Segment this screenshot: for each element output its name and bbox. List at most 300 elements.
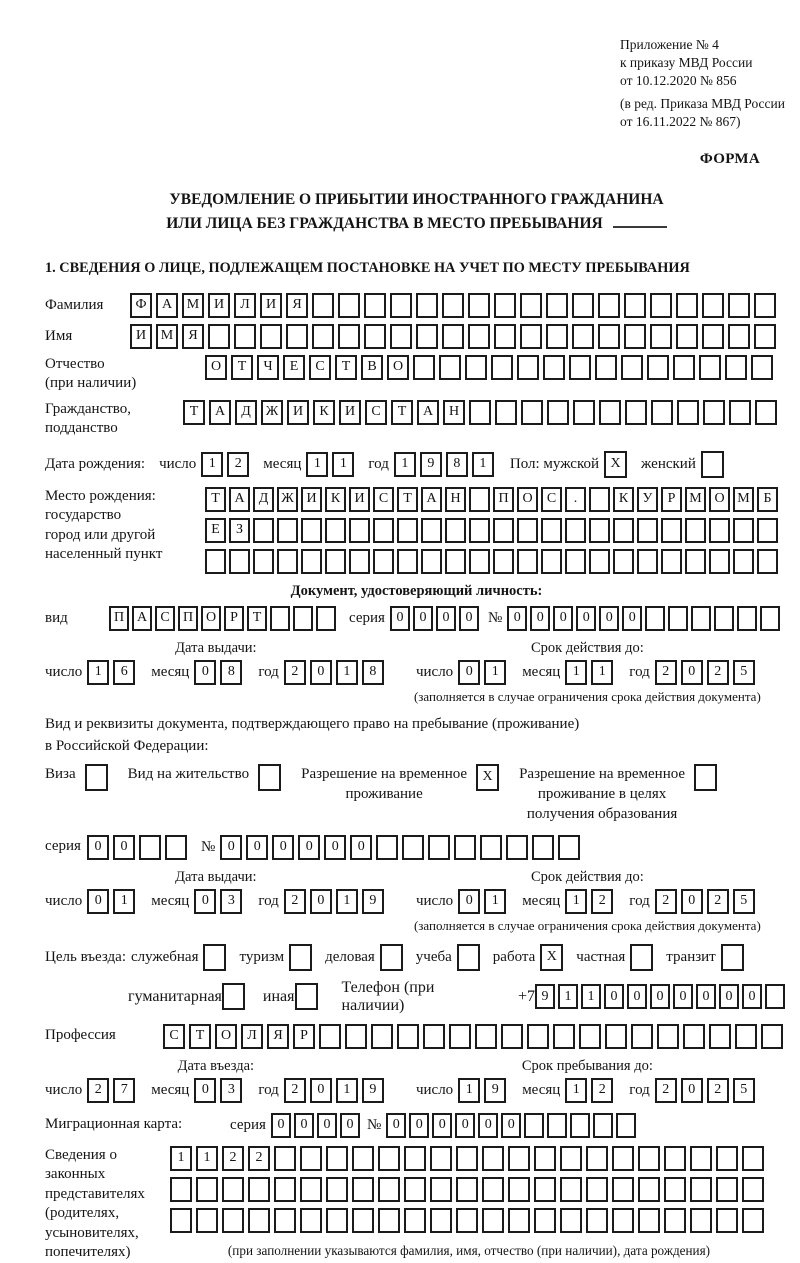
char-box: 1 <box>565 660 587 685</box>
char-box <box>572 293 594 318</box>
permit-education: Разрешение на временное проживание в целях получения образования <box>519 764 721 825</box>
char-box <box>301 518 322 543</box>
char-box <box>560 1146 582 1171</box>
patronymic-boxes <box>205 355 777 380</box>
char-box: Ч <box>257 355 279 380</box>
char-box <box>690 1208 712 1233</box>
entry-stay-dates <box>45 1058 788 1103</box>
citizenship-boxes <box>183 400 781 425</box>
purpose-other-label: иная <box>262 987 295 1005</box>
char-box: 0 <box>340 1113 360 1138</box>
char-box: 0 <box>681 660 703 685</box>
char-box <box>253 518 274 543</box>
char-box <box>676 293 698 318</box>
field-profession <box>45 1024 788 1049</box>
char-box: Т <box>205 487 226 512</box>
char-box: 8 <box>446 452 468 477</box>
char-box <box>664 1146 686 1171</box>
char-box: К <box>613 487 634 512</box>
char-box <box>521 400 543 425</box>
char-box <box>508 1146 530 1171</box>
char-box: 0 <box>350 835 372 860</box>
char-box <box>728 324 750 349</box>
char-box: 0 <box>599 606 619 631</box>
char-box: 1 <box>336 660 358 685</box>
char-box <box>439 355 461 380</box>
char-box: 1 <box>484 889 506 914</box>
phone-label: Телефон (при наличии) <box>341 978 435 1014</box>
char-box <box>170 1177 192 1202</box>
sex-male-checkbox <box>604 451 631 478</box>
identity-series-label: серия <box>349 609 385 626</box>
char-box: 1 <box>201 452 223 477</box>
char-box <box>402 835 424 860</box>
char-box <box>482 1146 504 1171</box>
char-box: 0 <box>294 1113 314 1138</box>
char-box: М <box>733 487 754 512</box>
annex-header <box>620 36 788 131</box>
residence-expiry-year-boxes <box>655 889 759 914</box>
char-box <box>541 549 562 574</box>
char-box: О <box>387 355 409 380</box>
residence-series-label: серия <box>45 838 81 855</box>
char-box: 2 <box>284 889 306 914</box>
char-box <box>445 518 466 543</box>
char-box: 0 <box>317 1113 337 1138</box>
char-box <box>541 518 562 543</box>
char-box <box>598 293 620 318</box>
char-box <box>301 549 322 574</box>
purpose-other-checkbox <box>295 983 322 1010</box>
char-box <box>468 324 490 349</box>
char-box: 0 <box>627 984 647 1009</box>
char-box: 1 <box>306 452 328 477</box>
purpose-work-checkbox <box>540 944 567 971</box>
identity-expiry: Срок действия до: число 0 1 месяц 1 1 год 2 0 2 5 (заполняется в случае ограничения срока действия документа) <box>387 640 788 705</box>
char-box: А <box>229 487 250 512</box>
char-box <box>621 355 643 380</box>
char-box <box>547 400 569 425</box>
char-box <box>560 1177 582 1202</box>
char-box: 0 <box>478 1113 498 1138</box>
issue-day-boxes <box>87 660 139 685</box>
char-box <box>754 293 776 318</box>
char-box <box>248 1208 270 1233</box>
char-box <box>589 518 610 543</box>
char-box: 2 <box>655 889 677 914</box>
annex-line: к приказу МВД России <box>620 55 753 71</box>
char-box <box>456 1177 478 1202</box>
char-box <box>378 1177 400 1202</box>
char-box: А <box>421 487 442 512</box>
char-box <box>631 1024 653 1049</box>
char-box <box>234 324 256 349</box>
char-box <box>517 518 538 543</box>
char-box <box>404 1177 426 1202</box>
identity-number-boxes <box>507 606 783 631</box>
char-box <box>325 549 346 574</box>
entry-year-boxes <box>284 1078 388 1103</box>
char-box <box>338 324 360 349</box>
issue-year-boxes <box>284 660 388 685</box>
char-box <box>637 518 658 543</box>
char-box <box>274 1208 296 1233</box>
purpose-tourism-checkbox <box>289 944 316 971</box>
identity-series-boxes <box>390 606 482 631</box>
char-box <box>728 293 750 318</box>
char-box: И <box>339 400 361 425</box>
char-box <box>661 518 682 543</box>
purpose-humanitarian-label: гуманитарная <box>128 987 222 1005</box>
char-box <box>260 324 282 349</box>
purpose-work-label: работа <box>492 948 536 965</box>
field-legal-reps <box>45 1146 788 1263</box>
char-box <box>605 1024 627 1049</box>
char-box: 0 <box>622 606 642 631</box>
char-box <box>373 518 394 543</box>
firstname-boxes <box>130 324 780 349</box>
char-box: С <box>155 606 175 631</box>
char-box <box>534 1208 556 1233</box>
char-box: 0 <box>458 889 480 914</box>
legal-reps-label: Сведения о законных представителях (родителях, усыновителях, попечителях) <box>45 1146 145 1261</box>
char-box: 0 <box>742 984 762 1009</box>
char-box <box>457 944 480 971</box>
char-box: 2 <box>87 1078 109 1103</box>
char-box: 0 <box>390 606 410 631</box>
char-box <box>253 549 274 574</box>
char-box: С <box>309 355 331 380</box>
char-box: 1 <box>565 889 587 914</box>
char-box: И <box>349 487 370 512</box>
purpose-tourism-label: туризм <box>239 948 285 965</box>
char-box: 2 <box>707 889 729 914</box>
char-box <box>493 518 514 543</box>
char-box: 0 <box>324 835 346 860</box>
char-box <box>456 1208 478 1233</box>
char-box <box>595 355 617 380</box>
char-box: С <box>365 400 387 425</box>
char-box: Н <box>445 487 466 512</box>
char-box: М <box>182 293 204 318</box>
field-surname <box>45 293 788 318</box>
expiry-note: (заполняется в случае ограничения срока действия документа) <box>413 688 761 704</box>
char-box <box>494 324 516 349</box>
char-box <box>397 549 418 574</box>
char-box <box>482 1208 504 1233</box>
char-box: Л <box>241 1024 263 1049</box>
char-box: 8 <box>362 660 384 685</box>
char-box <box>638 1177 660 1202</box>
char-box: 1 <box>565 1078 587 1103</box>
char-box: 2 <box>591 889 613 914</box>
char-box <box>316 606 336 631</box>
char-box <box>703 400 725 425</box>
char-box: 1 <box>336 1078 358 1103</box>
char-box <box>716 1146 738 1171</box>
birth-place-row-2 <box>205 518 781 543</box>
char-box <box>469 487 490 512</box>
char-box <box>248 1177 270 1202</box>
char-box: 0 <box>650 984 670 1009</box>
char-box <box>565 518 586 543</box>
char-box <box>733 549 754 574</box>
purpose-transit-label: транзит <box>666 948 716 965</box>
char-box <box>560 1208 582 1233</box>
char-box: Т <box>391 400 413 425</box>
form-label: ФОРМА <box>699 151 760 168</box>
char-box <box>456 1146 478 1171</box>
char-box <box>326 1146 348 1171</box>
char-box: У <box>637 487 658 512</box>
char-box <box>690 1146 712 1171</box>
char-box: 0 <box>681 1078 703 1103</box>
purpose-private-label: частная <box>576 948 626 965</box>
char-box <box>222 1208 244 1233</box>
char-box <box>589 549 610 574</box>
field-residence-series <box>45 835 788 860</box>
char-box <box>702 324 724 349</box>
char-box: 2 <box>707 660 729 685</box>
char-box: Р <box>224 606 244 631</box>
char-box <box>430 1177 452 1202</box>
char-box <box>300 1208 322 1233</box>
char-box <box>532 835 554 860</box>
char-box <box>616 1113 636 1138</box>
char-box <box>593 1113 613 1138</box>
surname-boxes <box>130 293 780 318</box>
char-box: 0 <box>413 606 433 631</box>
char-box: О <box>201 606 221 631</box>
char-box <box>222 1177 244 1202</box>
char-box <box>222 983 245 1010</box>
purpose-humanitarian-checkbox <box>222 983 249 1010</box>
char-box <box>757 549 778 574</box>
char-box: О <box>205 355 227 380</box>
char-box: 0 <box>113 835 135 860</box>
char-box <box>428 835 450 860</box>
char-box <box>586 1208 608 1233</box>
char-box <box>352 1146 374 1171</box>
char-box: 7 <box>113 1078 135 1103</box>
purpose-official-checkbox <box>203 944 230 971</box>
char-box <box>289 944 312 971</box>
char-box <box>378 1208 400 1233</box>
char-box: Я <box>182 324 204 349</box>
char-box <box>668 606 688 631</box>
char-box: Т <box>231 355 253 380</box>
char-box: 0 <box>271 1113 291 1138</box>
residence-series-boxes <box>87 835 191 860</box>
char-box <box>624 293 646 318</box>
char-box <box>547 1113 567 1138</box>
sex-male-label: Пол: мужской <box>509 455 600 472</box>
char-box <box>543 355 565 380</box>
char-box: 1 <box>591 660 613 685</box>
char-box: 0 <box>87 835 109 860</box>
char-box <box>352 1177 374 1202</box>
char-box <box>349 549 370 574</box>
temporary-permit-checkbox <box>476 764 503 791</box>
char-box: Я <box>286 293 308 318</box>
residence-dates <box>45 869 788 934</box>
char-box: 9 <box>362 1078 384 1103</box>
char-box <box>493 549 514 574</box>
char-box: Д <box>253 487 274 512</box>
char-box <box>721 944 744 971</box>
annex-line: от 16.11.2022 № 867) <box>620 114 741 130</box>
visit-purpose-label: Цель въезда: <box>45 948 126 965</box>
char-box <box>326 1177 348 1202</box>
char-box <box>364 324 386 349</box>
char-box <box>755 400 777 425</box>
char-box: 2 <box>284 1078 306 1103</box>
purpose-transit-checkbox <box>721 944 748 971</box>
issue-month-boxes <box>194 660 246 685</box>
annex-line: Приложение № 4 <box>620 37 719 52</box>
char-box <box>371 1024 393 1049</box>
char-box: . <box>565 487 586 512</box>
char-box: И <box>208 293 230 318</box>
section-1-heading: 1. СВЕДЕНИЯ О ЛИЦЕ, ПОДЛЕЖАЩЕМ ПОСТАНОВКЕ НА УЧЕТ ПО МЕСТУ ПРЕБЫВАНИЯ <box>45 259 690 276</box>
char-box: 1 <box>332 452 354 477</box>
phone-boxes <box>535 984 788 1009</box>
char-box <box>345 1024 367 1049</box>
char-box: А <box>209 400 231 425</box>
char-box <box>454 835 476 860</box>
char-box: 2 <box>248 1146 270 1171</box>
char-box <box>517 549 538 574</box>
char-box: 0 <box>719 984 739 1009</box>
char-box <box>546 293 568 318</box>
char-box: С <box>373 487 394 512</box>
char-box: К <box>325 487 346 512</box>
char-box: 8 <box>220 660 242 685</box>
char-box: 0 <box>194 1078 216 1103</box>
expiry-year-boxes <box>655 660 759 685</box>
char-box: 0 <box>458 660 480 685</box>
char-box: 9 <box>420 452 442 477</box>
legal-reps-row-3 <box>170 1208 768 1233</box>
char-box <box>465 355 487 380</box>
char-box: 1 <box>196 1146 218 1171</box>
char-box <box>203 944 226 971</box>
char-box <box>737 606 757 631</box>
char-box: О <box>215 1024 237 1049</box>
field-citizenship <box>45 400 788 439</box>
char-box <box>579 1024 601 1049</box>
char-box <box>676 324 698 349</box>
char-box: 9 <box>535 984 555 1009</box>
char-box <box>624 324 646 349</box>
residence-issue-day-boxes <box>87 889 139 914</box>
char-box <box>325 518 346 543</box>
char-box <box>709 1024 731 1049</box>
char-box: 2 <box>707 1078 729 1103</box>
char-box: 1 <box>394 452 416 477</box>
char-box: И <box>287 400 309 425</box>
field-birth-place <box>45 487 788 574</box>
char-box: Т <box>397 487 418 512</box>
char-box <box>612 1208 634 1233</box>
char-box <box>733 518 754 543</box>
char-box <box>742 1146 764 1171</box>
char-box: Т <box>189 1024 211 1049</box>
char-box: М <box>156 324 178 349</box>
char-box <box>312 293 334 318</box>
char-box <box>165 835 187 860</box>
residence-number-boxes <box>220 835 584 860</box>
char-box <box>274 1146 296 1171</box>
char-box: 9 <box>484 1078 506 1103</box>
purpose-study-label: учеба <box>415 948 452 965</box>
char-box <box>751 355 773 380</box>
char-box <box>645 606 665 631</box>
char-box <box>421 549 442 574</box>
char-box <box>300 1146 322 1171</box>
document-title <box>45 188 788 235</box>
char-box <box>569 355 591 380</box>
char-box <box>416 324 438 349</box>
char-box <box>520 324 542 349</box>
char-box <box>495 400 517 425</box>
birth-date-label: Дата рождения: <box>45 455 146 472</box>
char-box: Е <box>205 518 226 543</box>
birth-day-boxes <box>201 452 253 477</box>
stay-month-boxes <box>565 1078 617 1103</box>
char-box <box>553 1024 575 1049</box>
char-box <box>430 1146 452 1171</box>
field-birth-date <box>45 451 788 478</box>
char-box: 0 <box>272 835 294 860</box>
char-box <box>300 1177 322 1202</box>
char-box: 1 <box>170 1146 192 1171</box>
char-box <box>638 1146 660 1171</box>
stay-year-boxes <box>655 1078 759 1103</box>
char-box: X <box>476 764 499 791</box>
legal-reps-note: (при заполнении указываются фамилия, имя, отчество (при наличии), дата рождения) <box>227 1242 711 1258</box>
char-box: 1 <box>336 889 358 914</box>
char-box: 1 <box>472 452 494 477</box>
char-box <box>565 549 586 574</box>
char-box <box>691 606 711 631</box>
residence-issue-month-boxes <box>194 889 246 914</box>
residence-issue-year-boxes <box>284 889 388 914</box>
char-box <box>765 984 785 1009</box>
char-box: Е <box>283 355 305 380</box>
char-box <box>573 400 595 425</box>
field-identity-doc <box>45 606 788 631</box>
blank-line <box>613 226 667 228</box>
char-box: 0 <box>310 1078 332 1103</box>
char-box <box>480 835 502 860</box>
char-box: Р <box>293 1024 315 1049</box>
char-box <box>586 1146 608 1171</box>
char-box <box>501 1024 523 1049</box>
stay-day-boxes <box>458 1078 510 1103</box>
char-box <box>677 400 699 425</box>
permit-options <box>45 764 788 825</box>
char-box <box>685 518 706 543</box>
char-box: 0 <box>501 1113 521 1138</box>
purpose-study-checkbox <box>457 944 484 971</box>
char-box: Ж <box>261 400 283 425</box>
char-box <box>664 1177 686 1202</box>
char-box <box>546 324 568 349</box>
patronymic-label: Отчество (при наличии) <box>45 355 137 392</box>
phone-prefix: +7 <box>517 987 535 1005</box>
char-box: 0 <box>310 889 332 914</box>
